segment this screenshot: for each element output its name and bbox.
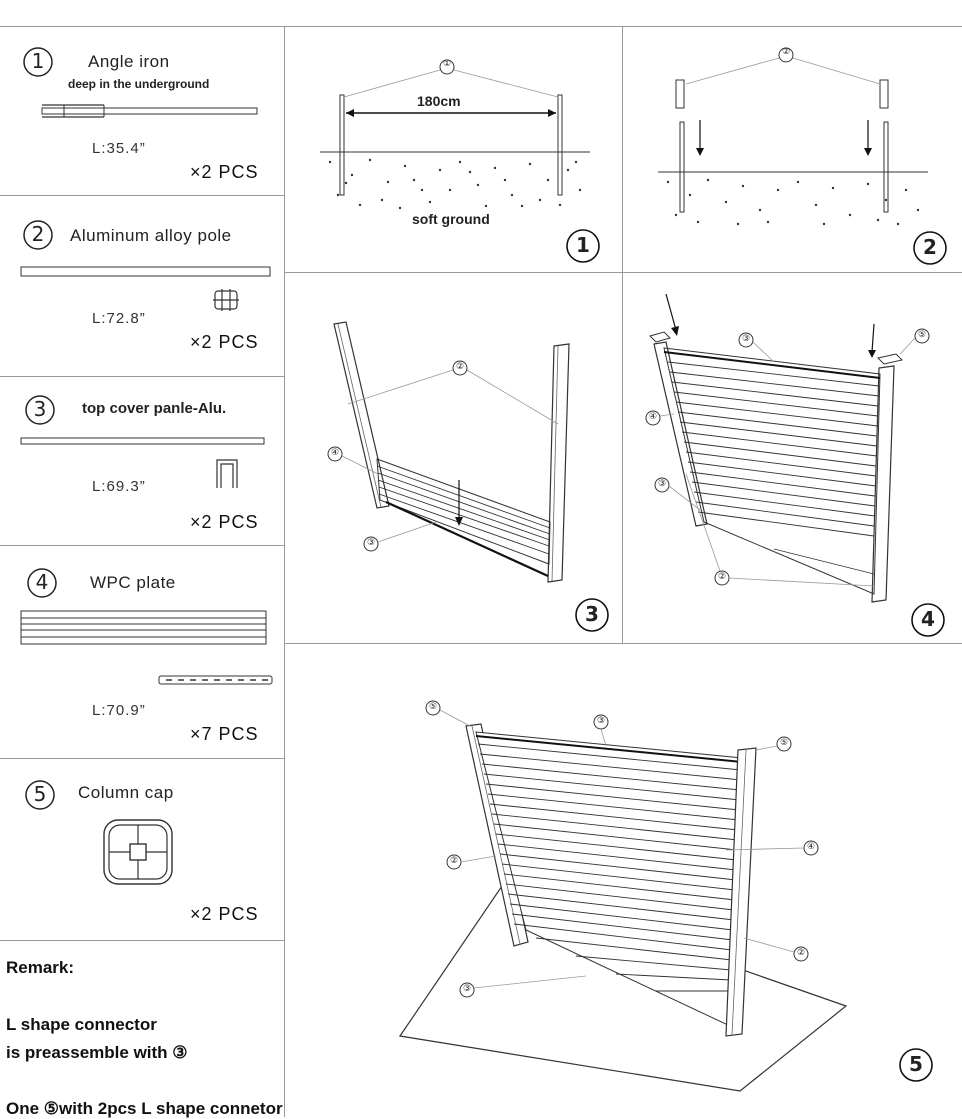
step-3-badge: 3: [585, 602, 599, 626]
step-5-callout-3b: ③: [462, 984, 472, 994]
wpc-plate-section-icon: [158, 674, 274, 686]
step-5-callout-4: ④: [806, 842, 816, 852]
step-4-assembly-drawing: [624, 274, 960, 642]
angle-iron-drawing: [40, 102, 260, 120]
step-1-ground-drawing: [290, 40, 620, 240]
step-3-callout-2: ②: [455, 362, 465, 372]
step-4-callout-4: ④: [648, 412, 658, 422]
step-5-callout-2b: ②: [796, 948, 806, 958]
step-4-callout-3b: ③: [657, 479, 667, 489]
remark-line-3: One ⑤with 2pcs L shape connetor: [6, 1099, 283, 1118]
step-4-callout-2: ②: [717, 572, 727, 582]
part-5-qty: ×2 PCS: [190, 904, 259, 924]
left-column-divider: [284, 26, 285, 1117]
remark-line-2: is preassemble with ③: [6, 1043, 188, 1062]
top-cover-section-icon: [214, 456, 240, 490]
part-3-number: 3: [33, 397, 47, 421]
part-4-title: WPC plate: [90, 573, 176, 592]
part-5-title: Column cap: [78, 783, 174, 802]
step-3-callout-4: ④: [330, 448, 340, 458]
remark-line-1: L shape connector: [6, 1015, 157, 1034]
part-3-title: top cover panle-Alu.: [82, 400, 227, 417]
part-3-qty: ×2 PCS: [190, 512, 259, 532]
part-4-length: L:70.9”: [92, 702, 146, 719]
step-1-ground-label: soft ground: [412, 211, 490, 227]
part-1-qty: ×2 PCS: [190, 162, 259, 182]
part-4-number: 4: [35, 570, 49, 594]
step-3-callout-3: ③: [366, 538, 376, 548]
step-2-pole-drawing: [628, 40, 958, 240]
part-1-number: 1: [31, 49, 45, 73]
mid-column-divider: [622, 26, 623, 643]
step-1-dimension: 180cm: [417, 93, 461, 109]
part-1-title: Angle iron: [88, 52, 170, 71]
step-2-callout: ②: [781, 47, 791, 57]
part-2-number: 2: [31, 222, 45, 246]
step-4-callout-5: ⑤: [917, 330, 927, 340]
part-1-subtitle: deep in the underground: [68, 77, 210, 91]
step-5-assembly-drawing: [286, 646, 960, 1116]
part-4-qty: ×7 PCS: [190, 724, 259, 744]
part-1-length: L:35.4”: [92, 140, 146, 157]
top-cover-drawing: [20, 437, 266, 447]
step-2-badge: 2: [923, 235, 937, 259]
step-4-badge: 4: [921, 607, 935, 631]
step-1-badge: 1: [576, 233, 590, 257]
step-3-assembly-drawing: [286, 274, 622, 642]
step-5-callout-2a: ②: [449, 856, 459, 866]
part-2-title: Aluminum alloy pole: [70, 226, 232, 245]
pole-section-icon: [212, 288, 240, 312]
part-2-length: L:72.8”: [92, 310, 146, 327]
part4-divider: [0, 758, 284, 759]
aluminum-pole-drawing: [20, 266, 272, 278]
row2-divider: [284, 643, 962, 644]
part-3-length: L:69.3”: [92, 478, 146, 495]
remark-title: Remark:: [6, 958, 75, 977]
part3-divider: [0, 545, 284, 546]
wpc-plate-drawing: [20, 610, 268, 646]
part1-divider: [0, 195, 284, 196]
column-cap-drawing: [102, 818, 174, 886]
row1-divider: [284, 272, 962, 273]
part-2-qty: ×2 PCS: [190, 332, 259, 352]
part2-divider: [0, 376, 284, 377]
step-5-callout-5b: ⑤: [779, 738, 789, 748]
part-5-number: 5: [33, 782, 47, 806]
step-5-callout-3a: ③: [596, 716, 606, 726]
step-1-callout: ①: [442, 59, 452, 69]
step-5-badge: 5: [909, 1052, 923, 1076]
top-border: [0, 26, 962, 27]
step-4-callout-3a: ③: [741, 334, 751, 344]
step-5-callout-5a: ⑤: [428, 702, 438, 712]
part5-divider: [0, 940, 284, 941]
